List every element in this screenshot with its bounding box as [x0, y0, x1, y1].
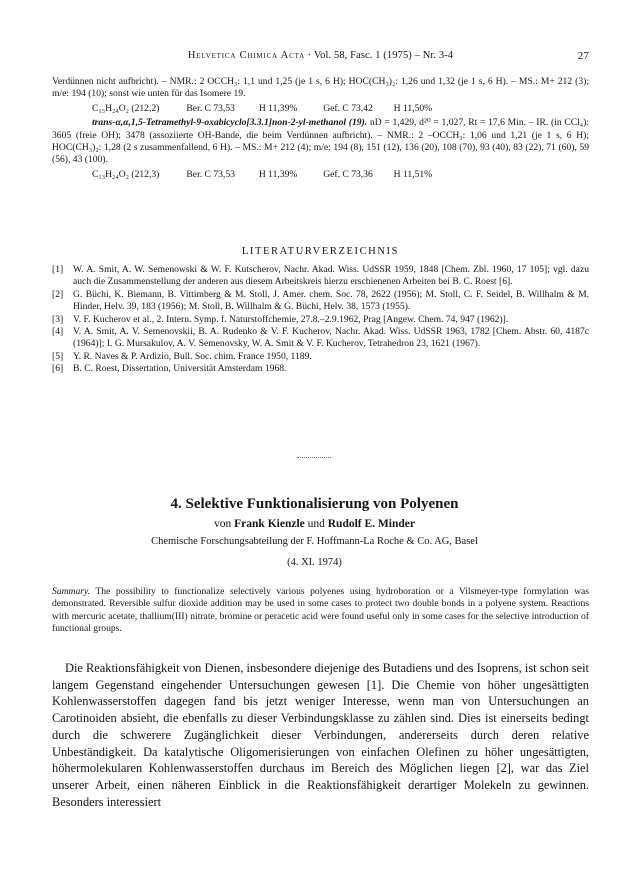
reference-list — [52, 264, 589, 376]
reference-item: [5] Y. R. Naves & P. Ardizio, Bull. Soc. chim. France 1950, 1189. — [52, 350, 312, 362]
experimental-paragraph-2 — [52, 117, 589, 167]
received-date: (4. XI. 1974) — [287, 557, 342, 568]
summary-label: Summary. — [52, 586, 91, 597]
section-separator — [297, 457, 331, 459]
article-title: 4. Selektive Funktionalisierung von Polyenen — [170, 496, 459, 512]
reference-item: [4] V. A. Smit, A. V. Semenovskii, B. A. Rudenko & V. F. Kucherov, Nachr. Akad. Wiss. UdSSR 1963, 1782 [Chem. Abstr. 60, 4187c (1964)]; I. G. Mursakulov, A. V. Semenovsky, W. A. Smit & V. F. Kucherov, Tetrahedron 23, 1621 (1967). — [52, 326, 589, 350]
journal-name: Helvetica Chimica Acta — [187, 50, 305, 61]
author-affiliation: Chemische Forschungsabteilung der F. Hoffmann-La Roche & Co. AG, Basel — [151, 536, 478, 547]
molecular-formula: C₁₃H₂₄O₂ (212,3) — [92, 168, 160, 180]
calc-hydrogen: H 11,39% — [258, 102, 298, 114]
calc-carbon: Ber. C 73,53 — [186, 168, 235, 180]
author-name: Rudolf E. Minder — [327, 518, 415, 530]
found-carbon: Gef. C 73,36 — [323, 168, 373, 180]
found-carbon: Gef. C 73,42 — [323, 102, 373, 114]
article-authors: von Frank Kienzle und Rudolf E. Minder — [214, 518, 415, 530]
article-summary — [52, 586, 589, 635]
elemental-analysis-2 — [92, 169, 589, 181]
found-hydrogen: H 11,51% — [393, 168, 433, 180]
reference-item: [6] B. C. Roest, Dissertation, Universität Amsterdam 1968. — [52, 363, 287, 375]
calc-carbon: Ber. C 73,53 — [186, 102, 235, 114]
page-number: 27 — [577, 50, 589, 62]
compound-data: nD = 1,429, d²⁰ = 1,027, Rt = 17,6 Min. – IR. (in CCl₄): 3605 (freie OH); 3478 (assoziierte OH-Bande, die beim Verdünnen aufbricht). – NMR.: 2 –OCCH₃: 1,06 und 1,21 (je 1 s, 6 H); HOC(CH₃)₂: 1,28 (2 s zusammenfallend, 6 H). – MS.: M+ 212 (4); m/e: 194 (8), 151 (12), 136 (20), 108 (70), 93 (40), 83 (22), 71 (60), 59 (56), 43 (100). — [52, 117, 589, 166]
molecular-formula: C₁₃H₂₄O₂ (212,2) — [92, 102, 160, 114]
running-header — [52, 50, 589, 64]
reference-item: [2] G. Büchi, K. Biemann, B. Vittimberg & M. Stoll, J. Amer. chem. Soc. 78, 2622 (1956); M. Stoll, C. F. Seidel, B. Willhalm & M. Hinder, Helv. 39, 183 (1956); M. Stoll, B. Willhalm & G. Büchi, Helv. 38, 1573 (1955). — [52, 288, 589, 313]
elemental-analysis-1 — [92, 103, 589, 115]
experimental-paragraph-1: Verdünnen nicht aufbricht). – NMR.: 2 OCCH₃: 1,1 und 1,25 (je 1 s, 6 H); HOC(CH₃)₂: 1,26 und 1,32 (je 1 s, 6 H). – MS.: M+ 212 (3); m/e: 194 (10); sonst wie unten für das Isomere 19. — [52, 76, 589, 100]
compound-name: trans-α,α,1,5-Tetramethyl-9-oxabicyclo[3.3.1]non-2-yl-methanol (19). — [92, 117, 368, 129]
reference-item: [1] W. A. Smit, A. W. Semenowski & W. F. Kutscherov, Nachr. Akad. Wiss. UdSSR 1959, 1848 [Chem. Zbl. 1960, 17 105]; vgl. dazu auch die Zusammenstellung der anderen aus diesem Arbeitskreis hierzu erschienenen Arbeiten bei B. C. Roest [6]. — [52, 264, 589, 288]
found-hydrogen: H 11,50% — [393, 102, 433, 114]
reference-item: [3] V. F. Kucherov et al., 2. Intern. Symp. f. Naturstoffchemie, 27.8.–2.9.1962, Prag [Angew. Chem. 74, 947 (1962)]. — [52, 313, 509, 325]
calc-hydrogen: H 11,39% — [258, 168, 298, 180]
experimental-section — [52, 76, 589, 183]
summary-text: The possibility to functionalize selectively various polyenes using hydroboration or a Vilsmeyer-type formylation was demonstrated. Reversible sulfur dioxide addition may be used in some cases to protect two double bonds in a polyene system. Reactions with mercuric acetate, thallium(III) nitrate, bromine or peracetic acid were found useful only in some cases for the selective introduction of functional groups. — [52, 586, 589, 634]
literature-heading: LITERATURVERZEICHNIS — [241, 246, 400, 257]
issue-info: · Vol. 58, Fasc. 1 (1975) – Nr. 3-4 — [307, 50, 454, 61]
author-name: Frank Kienzle — [234, 518, 305, 530]
body-paragraph: Die Reaktionsfähigkeit von Dienen, insbesondere diejenige des Butadiens und des Isoprens, ist schon seit langem Gegenstand eingehender Untersuchungen gewesen [1]. Die Chemie von höher ungesättigten Kohlenwasserstoffen dagegen fand bis jetzt weniger Interesse, wenn man von Untersuchungen an Carotinoiden absieht, die ebenfalls zu dieser Verbindungsklasse zu zählen sind. Dies ist einerseits bedingt durch die schwerere Zugänglichkeit dieser Verbindungen, andererseits durch deren relative Unbeständigkeit. Da katalytische Oligomerisierungen von einfachen Olefinen zu höher ungesättigten, höhermolekularen Kohlenwasserstoffen durchaus im Bereich des Möglichen liegen [2], war das Ziel unserer Arbeit, einen näheren Einblick in die Reaktionsfähigkeit derartiger Molekeln zu gewinnen. Besonders interessiert — [52, 661, 589, 809]
